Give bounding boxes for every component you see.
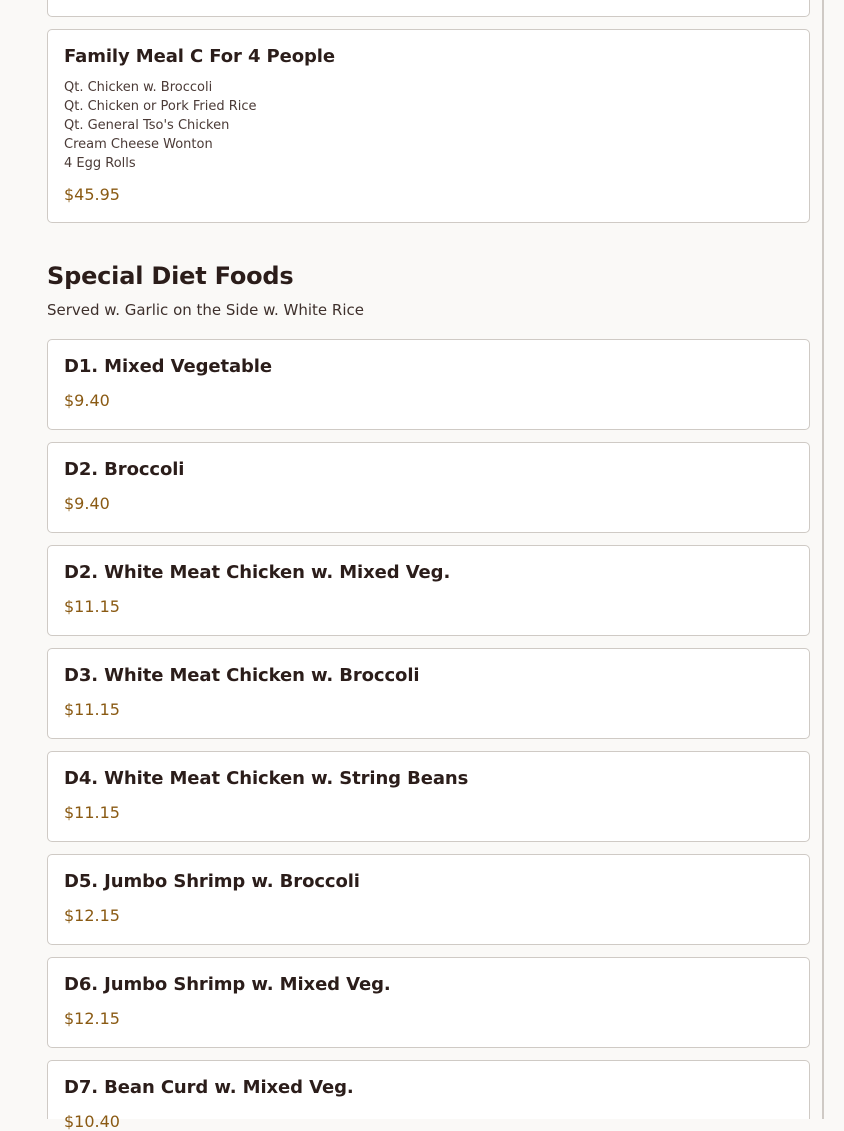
menu-item-price: $12.15 — [64, 1009, 120, 1028]
menu-item-card[interactable] — [47, 1060, 810, 1131]
menu-item-card[interactable] — [47, 648, 810, 739]
menu-item-price: $9.40 — [64, 391, 110, 410]
menu-item-price: $11.15 — [64, 597, 120, 616]
menu-item-description-line: Cream Cheese Wonton — [64, 137, 213, 152]
menu-item-price: $12.15 — [64, 906, 120, 925]
menu-item-description-line: Qt. Chicken or Pork Fried Rice — [64, 99, 257, 114]
menu-item-card[interactable] — [47, 339, 810, 430]
menu-item-title: Family Meal C For 4 People — [64, 46, 335, 67]
menu-item-card-family-meal[interactable] — [47, 29, 810, 223]
menu-item-card[interactable] — [47, 957, 810, 1048]
menu-item-price: $9.40 — [64, 494, 110, 513]
menu-item-title: D2. White Meat Chicken w. Mixed Veg. — [64, 562, 451, 583]
menu-item-title: D5. Jumbo Shrimp w. Broccoli — [64, 871, 360, 892]
menu-item-card[interactable] — [47, 442, 810, 533]
menu-item-price: $45.95 — [64, 185, 120, 204]
menu-item-title: D6. Jumbo Shrimp w. Mixed Veg. — [64, 974, 391, 995]
scrollbar-track[interactable] — [822, 0, 824, 1119]
menu-item-title: D1. Mixed Vegetable — [64, 356, 272, 377]
menu-item-description-line: 4 Egg Rolls — [64, 156, 136, 171]
menu-item-title: D2. Broccoli — [64, 459, 185, 480]
menu-item-title: D4. White Meat Chicken w. String Beans — [64, 768, 469, 789]
menu-item-card[interactable] — [47, 751, 810, 842]
menu-item-price: $10.40 — [64, 1112, 120, 1131]
menu-item-title: D7. Bean Curd w. Mixed Veg. — [64, 1077, 354, 1098]
section-subtitle: Served w. Garlic on the Side w. White Rice — [47, 301, 364, 319]
menu-item-price: $11.15 — [64, 803, 120, 822]
menu-item-description-line: Qt. General Tso's Chicken — [64, 118, 230, 133]
menu-item-card-partial[interactable] — [47, 0, 810, 17]
menu-item-card[interactable] — [47, 854, 810, 945]
menu-item-card[interactable] — [47, 545, 810, 636]
section-title: Special Diet Foods — [47, 262, 294, 290]
menu-item-description-line: Qt. Chicken w. Broccoli — [64, 80, 213, 95]
menu-item-price: $11.15 — [64, 700, 120, 719]
menu-item-title: D3. White Meat Chicken w. Broccoli — [64, 665, 420, 686]
